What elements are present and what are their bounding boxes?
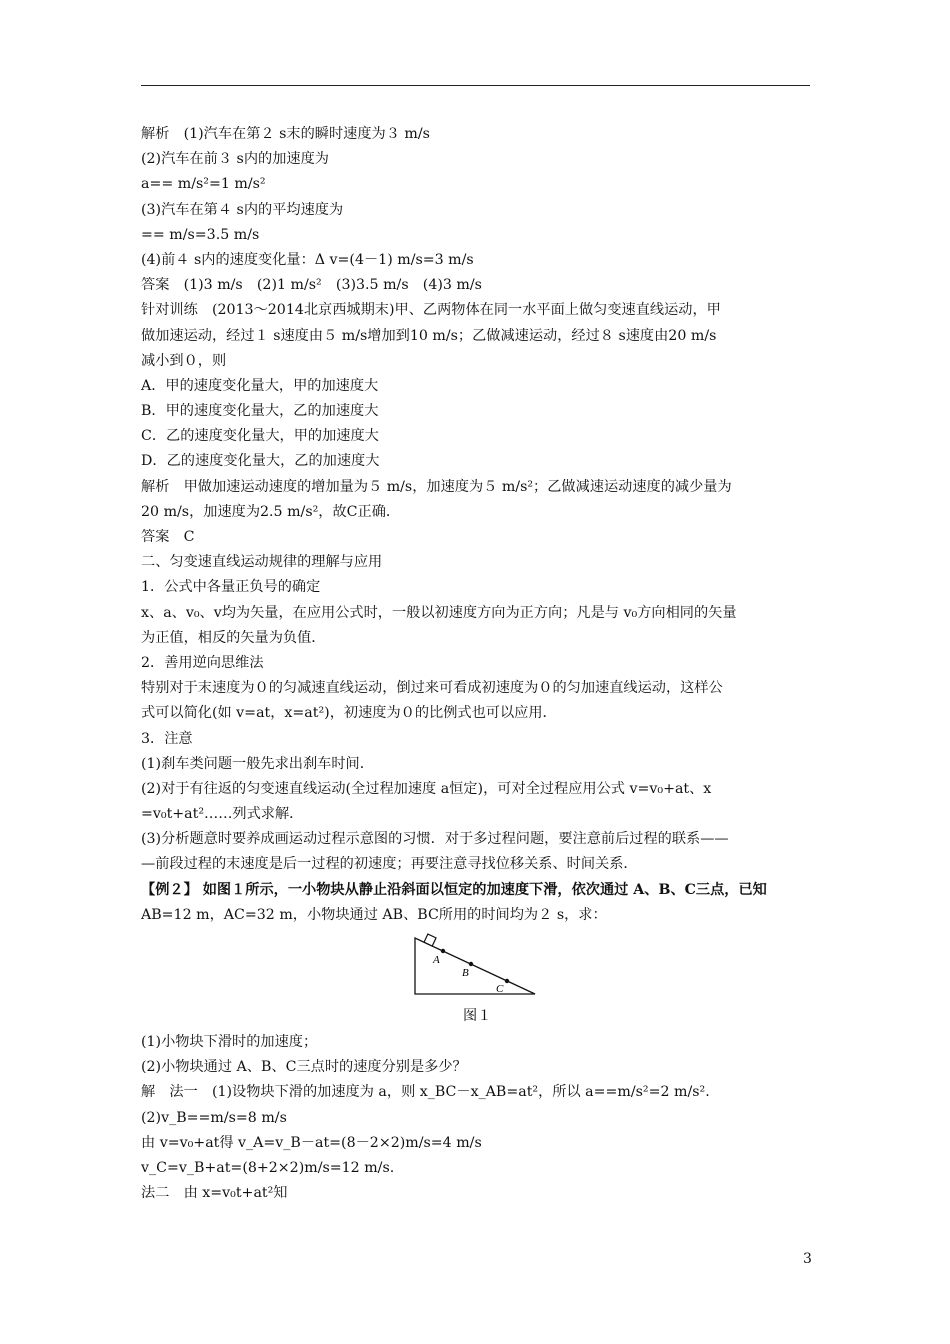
option-a: A．甲的速度变化量大，甲的加速度大 (141, 377, 379, 394)
incline-diagram (409, 930, 539, 1002)
text-line: a== m/s²=1 m/s² (141, 176, 266, 193)
page-number: 3 (803, 1251, 812, 1267)
solution-line: (2)v_B==m/s=8 m/s (141, 1109, 287, 1126)
text-line: 为正值，相反的矢量为负值． (141, 629, 326, 646)
text-line: 做加速运动，经过１ s速度由５ m/s增加到10 m/s；乙做减速运动，经过８ s速度由20 m/s (141, 327, 717, 344)
label-a: A (433, 954, 440, 966)
solution-line: 法二 由 x=v₀t+at²知 (141, 1185, 288, 1202)
incline-triangle (415, 938, 535, 994)
text-line: 解析 甲做加速运动速度的增加量为５ m/s，加速度为５ m/s²；乙做减速运动速度的减少量为 (141, 478, 732, 495)
text-line: 20 m/s，加速度为2.5 m/s²，故C正确． (141, 503, 401, 520)
solution-line: v_C=v_B+at=(8+2×2)m/s=12 m/s. (141, 1159, 395, 1176)
option-b: B．甲的速度变化量大，乙的加速度大 (141, 403, 379, 420)
question-1: (1)小物块下滑时的加速度； (141, 1034, 318, 1050)
text-line: (3)分析题意时要养成画运动过程示意图的习惯．对于多过程问题，要注意前后过程的联系—— (141, 831, 729, 848)
option-c: C．乙的速度变化量大，甲的加速度大 (141, 428, 379, 445)
text-line: 针对训练 (2013～2014北京西城期末)甲、乙两物体在同一水平面上做匀变速直线运动，甲 (141, 302, 721, 319)
answer-line: 答案 C (141, 529, 195, 545)
text-line: 特别对于末速度为０的匀减速直线运动，倒过来可看成初速度为０的匀加速直线运动，这样公 (141, 680, 723, 697)
text-line: (3)汽车在第４ s内的平均速度为 (141, 201, 344, 218)
text-line: == m/s=3.5 m/s (141, 226, 260, 243)
text-line: (1)刹车类问题一般先求出刹车时间． (141, 755, 374, 772)
page-body (141, 122, 813, 1206)
text-line: (2)汽车在前３ s内的加速度为 (141, 151, 329, 168)
text-line: AB=12 m，AC=32 m，小物块通过 AB、BC所用的时间均为２ s，求： (141, 906, 607, 923)
point-a (441, 949, 445, 953)
option-d: D．乙的速度变化量大，乙的加速度大 (141, 453, 380, 470)
text-line: 3．注意 (141, 730, 193, 747)
text-line: 式可以简化(如 v=at，x=at²)，初速度为０的比例式也可以应用． (141, 705, 557, 722)
solution-line: 由 v=v₀+at得 v_A=v_B－at=(8－2×2)m/s=4 m/s (141, 1134, 482, 1151)
text-line: 解析 (1)汽车在第２ s末的瞬时速度为３ m/s (141, 126, 430, 142)
text-line: 2．善用逆向思维法 (141, 654, 264, 671)
example-heading: 【例２】 如图１所示，一小物块从静止沿斜面以恒定的加速度下滑，依次通过 A、B、C三点，已知 (141, 881, 767, 898)
text-line: (4)前４ s内的速度变化量：Δ v=(4－1) m/s=3 m/s (141, 251, 474, 268)
text-line: 减小到０，则 (141, 352, 227, 369)
label-c: C (496, 983, 504, 995)
text-line: 1．公式中各量正负号的确定 (141, 579, 321, 596)
text-line: (2)对于有往返的匀变速直线运动(全过程加速度 a恒定)，可对全过程应用公式 v=v₀+at、x (141, 780, 712, 797)
text-line: x、a、v₀、v均为矢量，在应用公式时，一般以初速度方向为正方向；凡是与 v₀方向相同的矢量 (141, 604, 737, 621)
figure-1 (141, 930, 813, 1030)
label-b: B (462, 967, 469, 979)
text-line: —前段过程的末速度是后一过程的初速度；再要注意寻找位移关系、时间关系． (141, 856, 638, 873)
solution-line: 解 法一 (1)设物块下滑的加速度为 a，则 x_BC－x_AB=at²，所以 a==m/s²=2 m/s². (141, 1084, 710, 1101)
figure-caption: 图１ (463, 1008, 492, 1024)
point-b (469, 962, 473, 966)
section-heading: 二、匀变速直线运动规律的理解与应用 (141, 554, 383, 571)
point-c (505, 979, 509, 983)
header-rule (141, 85, 810, 86)
answer-line: 答案 (1)3 m/s (2)1 m/s² (3)3.5 m/s (4)3 m/s (141, 277, 482, 294)
text-line: =v₀t+at²……列式求解． (141, 806, 304, 823)
question-2: (2)小物块通过 A、B、C三点时的速度分别是多少？ (141, 1059, 467, 1076)
block (424, 934, 436, 946)
